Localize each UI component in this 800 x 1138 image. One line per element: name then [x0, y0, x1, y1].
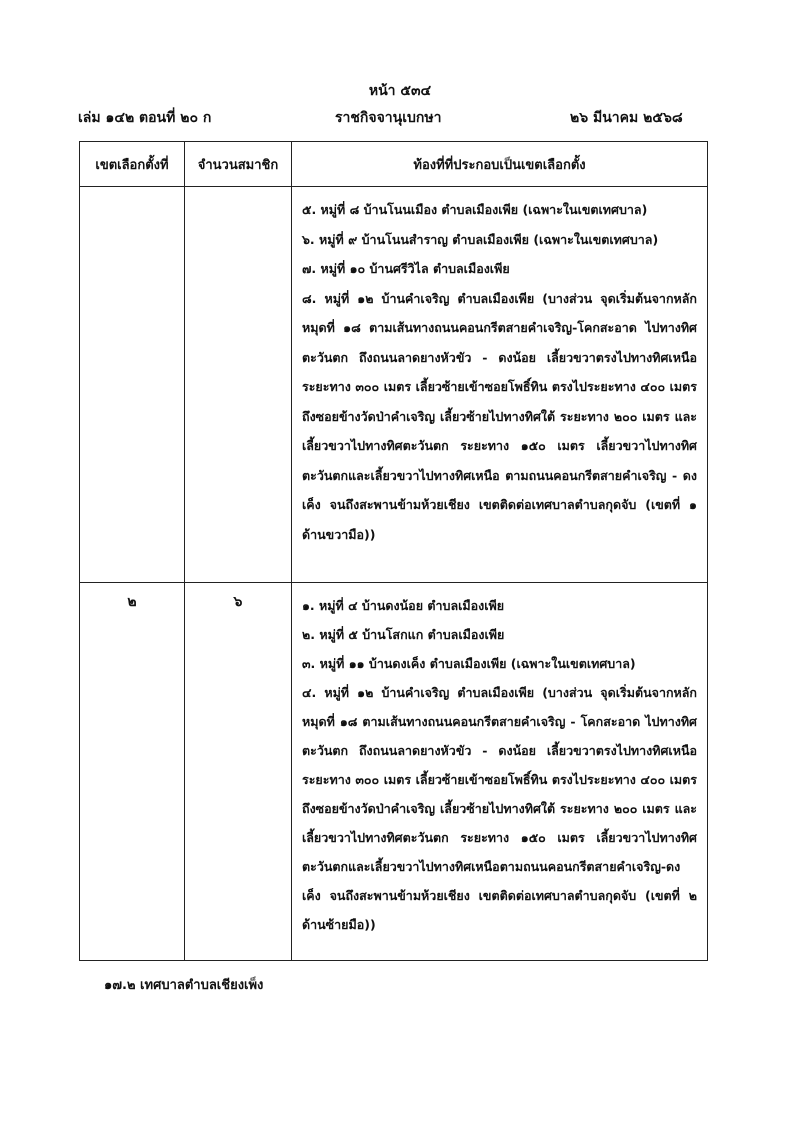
gazette-date: ๒๖ มีนาคม ๒๕๖๘	[570, 110, 683, 126]
electoral-district-table	[79, 141, 708, 961]
column-header-areas: ท้องที่ที่ประกอบเป็นเขตเลือกตั้ง	[292, 142, 708, 187]
member-count-cell	[185, 187, 292, 583]
member-count-cell: ๖	[185, 583, 292, 961]
page-number: หน้า ๕๓๔	[368, 83, 432, 99]
area-cell	[292, 187, 708, 583]
area-cell	[292, 583, 708, 961]
area-item: ๔. หมู่ที่ ๑๒ บ้านคำเจริญ ตำบลเมืองเพีย (บางส่วน จุดเริ่มต้นจากหลักหมุดที่ ๑๘ ตามเส้นทางถนนคอนกรีตสายคำเจริญ - โคกสะอาด ไปทางทิศตะวันตก ถึงถนนลาดยางหัวขัว - ดงน้อย เลี้ยวขวาตรงไปทางทิศเหนือ ระยะทาง ๓๐๐ เมตร เลี้ยวซ้ายเข้าซอยโพธิ์ทิน ตรงไประยะทาง ๔๐๐ เมตร ถึงซอยข้างวัดป่าคำเจริญ เลี้ยวซ้ายไปทางทิศใต้ ระยะทาง ๒๐๐ เมตร และเลี้ยวขวาไปทางทิศตะวันตก ระยะทาง ๑๕๐ เมตร เลี้ยวขวาไปทางทิศตะวันตกและเลี้ยวขวาไปทางทิศเหนือตามถนนคอนกรีตสายคำเจริญ-ดงเค็ง จนถึงสะพานข้ามห้วยเชียง เขตติดต่อเทศบาลตำบลกุดจับ (เขตที่ ๒ ด้านซ้ายมือ))	[302, 685, 697, 932]
district-number-cell: ๒	[80, 583, 185, 961]
table-header-row	[80, 142, 708, 187]
column-header-members: จำนวนสมาชิก	[185, 142, 292, 187]
area-item: ๒. หมู่ที่ ๕ บ้านโสกแก ตำบลเมืองเพีย	[302, 627, 505, 642]
district-number-cell	[80, 187, 185, 583]
area-item: ๗. หมู่ที่ ๑๐ บ้านศรีวิไล ตำบลเมืองเพีย	[302, 261, 510, 276]
table-row	[80, 583, 708, 961]
gazette-volume: เล่ม ๑๔๒ ตอนที่ ๒๐ ก	[78, 110, 212, 126]
area-item: ๕. หมู่ที่ ๘ บ้านโนนเมือง ตำบลเมืองเพีย (เฉพาะในเขตเทศบาล)	[302, 202, 648, 217]
section-heading: ๑๗.๒ เทศบาลตำบลเชียงเพ็ง	[104, 978, 264, 993]
area-item: ๖. หมู่ที่ ๙ บ้านโนนสำราญ ตำบลเมืองเพีย (เฉพาะในเขตเทศบาล)	[302, 231, 659, 247]
area-item: ๓. หมู่ที่ ๑๑ บ้านดงเค็ง ตำบลเมืองเพีย (เฉพาะในเขตเทศบาล)	[302, 656, 636, 671]
gazette-title: ราชกิจจานุเบกษา	[335, 110, 442, 126]
area-item: ๑. หมู่ที่ ๔ บ้านดงน้อย ตำบลเมืองเพีย	[302, 598, 505, 613]
area-item: ๘. หมู่ที่ ๑๒ บ้านคำเจริญ ตำบลเมืองเพีย (บางส่วน จุดเริ่มต้นจากหลักหมุดที่ ๑๘ ตามเส้นทางถนนคอนกรีตสายคำเจริญ-โคกสะอาด ไปทางทิศตะวันตก ถึงถนนลาดยางหัวขัว - ดงน้อย เลี้ยวขวาตรงไปทางทิศเหนือ ระยะทาง ๓๐๐ เมตร เลี้ยวซ้ายเข้าซอยโพธิ์ทิน ตรงไประยะทาง ๔๐๐ เมตร ถึงซอยข้างวัดป่าคำเจริญ เลี้ยวซ้ายไปทางทิศใต้ ระยะทาง ๒๐๐ เมตร และเลี้ยวขวาไปทางทิศตะวันตก ระยะทาง ๑๕๐ เมตร เลี้ยวขวาไปทางทิศตะวันตกและเลี้ยวขวาไปทางทิศเหนือ ตามถนนคอนกรีตสายคำเจริญ - ดงเค็ง จนถึงสะพานข้ามห้วยเชียง เขตติดต่อเทศบาลตำบลกุดจับ (เขตที่ ๑ ด้านขวามือ))	[302, 290, 697, 542]
column-header-district: เขตเลือกตั้งที่	[80, 142, 185, 187]
table-row	[80, 187, 708, 583]
